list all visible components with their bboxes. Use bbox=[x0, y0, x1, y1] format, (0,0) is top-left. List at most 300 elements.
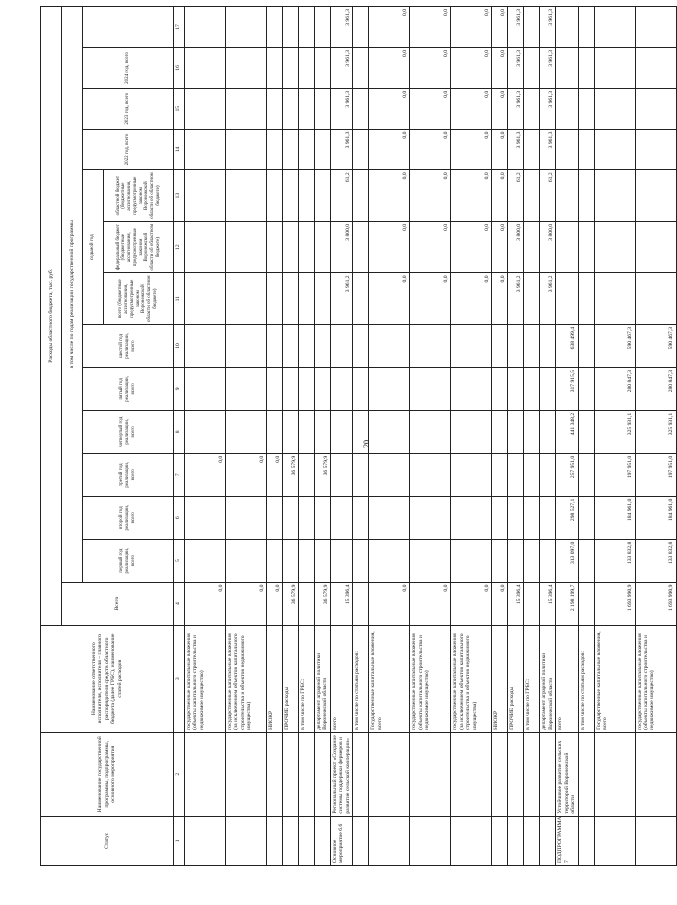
header-2022: 2022 год, всего bbox=[83, 129, 174, 170]
row-value: 3 961,2 bbox=[540, 273, 556, 325]
row-value: 0,0 bbox=[267, 453, 283, 496]
row-value bbox=[315, 47, 331, 88]
row-value: 0,0 bbox=[185, 453, 226, 496]
row-value bbox=[578, 367, 594, 410]
row-program-name bbox=[185, 732, 226, 816]
header-year-4: четвертый год реализации, всего bbox=[83, 410, 174, 453]
header-responsible: Наименование ответственного исполнителя, исполнителя – главного распорядителя средств областного бюджета (далее ГРБС), наименование статей расходов bbox=[41, 625, 174, 732]
row-value bbox=[226, 221, 267, 273]
row-status bbox=[594, 816, 635, 865]
row-value bbox=[315, 7, 331, 48]
row-value bbox=[226, 496, 267, 539]
row-value bbox=[185, 367, 226, 410]
row-value bbox=[524, 170, 540, 222]
header-year-6: шестой год реализации, всего bbox=[83, 324, 174, 367]
row-program-name bbox=[283, 732, 299, 816]
row-value bbox=[635, 273, 676, 325]
row-value: 36 579,9 bbox=[283, 453, 299, 496]
row-value: 3 800,0 bbox=[540, 221, 556, 273]
row-value bbox=[185, 410, 226, 453]
row-value: 2 198 199,7 bbox=[556, 582, 578, 625]
row-status bbox=[635, 816, 676, 865]
row-expense-item: Государственные капитальные вложения, всего bbox=[594, 625, 635, 732]
row-value bbox=[315, 410, 331, 453]
row-value: 3 961,3 bbox=[540, 7, 556, 48]
row-value bbox=[524, 410, 540, 453]
row-value bbox=[540, 324, 556, 367]
row-value bbox=[283, 496, 299, 539]
row-value bbox=[578, 47, 594, 88]
row-program-name bbox=[267, 732, 283, 816]
row-value bbox=[451, 324, 492, 367]
header-year-7-regional: областной бюджет (бюджетные ассигнования, предусмотренные законом Воронежской области об областном бюджете) bbox=[104, 170, 174, 222]
row-value bbox=[267, 88, 283, 129]
table-row bbox=[331, 7, 353, 866]
row-program-name bbox=[226, 732, 267, 816]
row-program-name bbox=[594, 732, 635, 816]
row-value: 3 961,2 bbox=[331, 273, 353, 325]
row-value bbox=[299, 453, 315, 496]
table-row bbox=[556, 7, 578, 866]
row-status bbox=[492, 816, 508, 865]
row-value bbox=[524, 539, 540, 582]
row-value bbox=[267, 129, 283, 170]
row-value bbox=[267, 221, 283, 273]
row-value bbox=[635, 129, 676, 170]
row-value bbox=[267, 324, 283, 367]
budget-table bbox=[40, 6, 677, 866]
row-value bbox=[594, 221, 635, 273]
row-value bbox=[524, 582, 540, 625]
row-value bbox=[635, 170, 676, 222]
row-program-name bbox=[410, 732, 451, 816]
header-year-7: седьмой год bbox=[83, 170, 104, 325]
row-expense-item: НИОКР bbox=[267, 625, 283, 732]
row-value: 313 097,0 bbox=[556, 539, 578, 582]
row-value bbox=[299, 7, 315, 48]
column-number: 8 bbox=[174, 410, 185, 453]
row-value: 590 467,3 bbox=[594, 324, 635, 367]
row-value bbox=[185, 7, 226, 48]
row-value: 0,0 bbox=[410, 129, 451, 170]
row-value bbox=[185, 88, 226, 129]
row-value: 197 951,0 bbox=[635, 453, 676, 496]
row-value bbox=[556, 170, 578, 222]
row-expense-item: в том числе по ГРБС: bbox=[299, 625, 315, 732]
row-value: 3 961,3 bbox=[540, 88, 556, 129]
table-row bbox=[594, 7, 635, 866]
row-value bbox=[524, 273, 540, 325]
row-value bbox=[353, 496, 369, 539]
row-value bbox=[594, 170, 635, 222]
row-value: 3 961,3 bbox=[331, 7, 353, 48]
row-value: 36 579,9 bbox=[283, 582, 299, 625]
header-year-7-total: всего (бюджетные ассигнования, предусмотренные законом Воронежской области об областном бюджете) bbox=[104, 273, 174, 325]
row-value bbox=[267, 367, 283, 410]
row-expense-item: государственные капитальные вложения (объекты капитального строительства и недвижимое имущество) bbox=[185, 625, 226, 732]
row-value: 0,0 bbox=[410, 221, 451, 273]
row-value bbox=[226, 7, 267, 48]
table-row bbox=[524, 7, 540, 866]
row-value bbox=[299, 539, 315, 582]
row-program-name bbox=[540, 732, 556, 816]
row-expense-item: ПРОЧИЕ расходы bbox=[283, 625, 299, 732]
row-expense-item: ПРОЧИЕ расходы bbox=[508, 625, 524, 732]
column-number: 10 bbox=[174, 324, 185, 367]
row-value: 0,0 bbox=[492, 170, 508, 222]
column-number: 3 bbox=[174, 625, 185, 732]
header-breakdown: в том числе по годам реализации государственной программы bbox=[62, 7, 83, 583]
table-body bbox=[185, 7, 677, 866]
row-value: 0,0 bbox=[492, 7, 508, 48]
row-program-name bbox=[315, 732, 331, 816]
row-value bbox=[353, 129, 369, 170]
row-value: 0,0 bbox=[451, 170, 492, 222]
row-program-name bbox=[369, 732, 410, 816]
row-value bbox=[578, 410, 594, 453]
row-value bbox=[185, 47, 226, 88]
column-number: 4 bbox=[174, 582, 185, 625]
column-number: 2 bbox=[174, 732, 185, 816]
row-value bbox=[315, 88, 331, 129]
row-value bbox=[267, 539, 283, 582]
row-value: 0,0 bbox=[492, 129, 508, 170]
row-expense-item: в том числе по статьям расходов: bbox=[353, 625, 369, 732]
row-value bbox=[331, 367, 353, 410]
row-value bbox=[353, 582, 369, 625]
row-value: 15 396,4 bbox=[540, 582, 556, 625]
column-number: 12 bbox=[174, 221, 185, 273]
table-row bbox=[226, 7, 267, 866]
row-value: 590 467,3 bbox=[635, 324, 676, 367]
row-value bbox=[283, 410, 299, 453]
row-value bbox=[283, 221, 299, 273]
row-value bbox=[635, 7, 676, 48]
row-value bbox=[267, 7, 283, 48]
table-row bbox=[315, 7, 331, 866]
row-value bbox=[369, 453, 410, 496]
table-row bbox=[540, 7, 556, 866]
row-value: 0,0 bbox=[451, 129, 492, 170]
row-value bbox=[283, 367, 299, 410]
row-value bbox=[578, 539, 594, 582]
row-value bbox=[299, 410, 315, 453]
row-value: 15 396,4 bbox=[331, 582, 353, 625]
row-value bbox=[508, 496, 524, 539]
row-value bbox=[492, 324, 508, 367]
row-value bbox=[410, 539, 451, 582]
row-value bbox=[556, 273, 578, 325]
table-row bbox=[508, 7, 524, 866]
row-value bbox=[331, 453, 353, 496]
row-value bbox=[451, 367, 492, 410]
row-value bbox=[594, 273, 635, 325]
row-value bbox=[315, 324, 331, 367]
row-value bbox=[451, 410, 492, 453]
row-value bbox=[353, 88, 369, 129]
row-value: 3 961,3 bbox=[508, 7, 524, 48]
row-expense-item: всего bbox=[556, 625, 578, 732]
row-status bbox=[508, 816, 524, 865]
row-value bbox=[283, 170, 299, 222]
row-value: 0,0 bbox=[267, 582, 283, 625]
row-value bbox=[353, 170, 369, 222]
row-program-name bbox=[524, 732, 540, 816]
row-value bbox=[556, 7, 578, 48]
table-row bbox=[578, 7, 594, 866]
row-value: 441 348,2 bbox=[556, 410, 578, 453]
row-value bbox=[524, 367, 540, 410]
row-value bbox=[283, 273, 299, 325]
row-value bbox=[524, 496, 540, 539]
column-number: 11 bbox=[174, 273, 185, 325]
row-value bbox=[283, 47, 299, 88]
row-value bbox=[185, 170, 226, 222]
row-value: 325 931,1 bbox=[635, 410, 676, 453]
row-program-name bbox=[508, 732, 524, 816]
row-expense-item: всего bbox=[331, 625, 353, 732]
row-program-name: Региональный проект «Создание системы поддержки фермеров и развитие сельской кооперации» bbox=[331, 732, 353, 816]
row-value: 197 951,0 bbox=[594, 453, 635, 496]
row-value bbox=[185, 324, 226, 367]
header-status: Статус bbox=[41, 816, 174, 865]
row-value bbox=[299, 367, 315, 410]
row-status bbox=[185, 816, 226, 865]
row-value: 0,0 bbox=[451, 88, 492, 129]
row-value bbox=[594, 129, 635, 170]
row-value bbox=[315, 129, 331, 170]
row-value: 0,0 bbox=[369, 221, 410, 273]
row-value bbox=[410, 453, 451, 496]
row-value: 3 800,0 bbox=[331, 221, 353, 273]
row-value bbox=[353, 221, 369, 273]
table-row bbox=[299, 7, 315, 866]
row-value: 0,0 bbox=[369, 129, 410, 170]
row-value bbox=[508, 367, 524, 410]
row-value: 3 961,3 bbox=[540, 129, 556, 170]
row-value bbox=[185, 221, 226, 273]
row-status bbox=[315, 816, 331, 865]
row-value bbox=[315, 539, 331, 582]
row-value: 0,0 bbox=[492, 221, 508, 273]
row-value bbox=[508, 453, 524, 496]
header-spending: Расходы областного бюджета, тыс. руб. bbox=[41, 7, 62, 626]
row-value bbox=[508, 410, 524, 453]
row-value bbox=[315, 170, 331, 222]
row-value bbox=[315, 221, 331, 273]
table-row bbox=[353, 7, 369, 866]
row-value: 0,0 bbox=[492, 88, 508, 129]
row-value bbox=[226, 88, 267, 129]
header-year-7-federal: федеральный бюджет (бюджетные ассигнования, предусмотренные законом Воронежской области об областном бюджете) bbox=[104, 221, 174, 273]
column-number: 7 bbox=[174, 453, 185, 496]
row-status bbox=[540, 816, 556, 865]
column-number: 17 bbox=[174, 7, 185, 48]
row-value: 0,0 bbox=[369, 170, 410, 222]
row-value bbox=[185, 129, 226, 170]
table-row bbox=[451, 7, 492, 866]
row-value bbox=[578, 324, 594, 367]
row-value bbox=[283, 88, 299, 129]
row-value: 1 693 990,9 bbox=[594, 582, 635, 625]
table-row bbox=[492, 7, 508, 866]
row-value: 0,0 bbox=[226, 582, 267, 625]
row-value bbox=[369, 410, 410, 453]
row-value bbox=[267, 273, 283, 325]
row-value bbox=[578, 170, 594, 222]
row-value bbox=[556, 47, 578, 88]
row-value bbox=[556, 88, 578, 129]
row-value bbox=[226, 539, 267, 582]
row-value bbox=[492, 539, 508, 582]
row-value: 0,0 bbox=[226, 453, 267, 496]
row-value bbox=[410, 410, 451, 453]
row-value bbox=[353, 410, 369, 453]
row-value bbox=[578, 129, 594, 170]
column-number: 14 bbox=[174, 129, 185, 170]
row-value: 325 931,1 bbox=[594, 410, 635, 453]
row-value bbox=[524, 453, 540, 496]
row-value bbox=[226, 273, 267, 325]
header-year-1: первый год реализации, всего bbox=[83, 539, 174, 582]
row-value bbox=[540, 453, 556, 496]
row-value: 0,0 bbox=[369, 273, 410, 325]
row-value bbox=[578, 273, 594, 325]
row-value bbox=[331, 324, 353, 367]
row-value: 3 961,3 bbox=[508, 129, 524, 170]
header-2024: 2024 год, всего bbox=[83, 47, 174, 88]
row-value: 0,0 bbox=[451, 582, 492, 625]
row-value bbox=[524, 47, 540, 88]
row-value bbox=[299, 324, 315, 367]
row-value bbox=[578, 7, 594, 48]
row-status bbox=[353, 816, 369, 865]
header-program-name: Наименование государственной программы, подпрограммы, основного мероприятия bbox=[41, 732, 174, 816]
row-value bbox=[299, 129, 315, 170]
row-value bbox=[410, 496, 451, 539]
row-value bbox=[299, 582, 315, 625]
column-number: 9 bbox=[174, 367, 185, 410]
row-value: 0,0 bbox=[369, 7, 410, 48]
row-expense-item: НИОКР bbox=[492, 625, 508, 732]
row-value bbox=[635, 88, 676, 129]
column-number: 16 bbox=[174, 47, 185, 88]
row-value: 0,0 bbox=[369, 47, 410, 88]
row-program-name bbox=[299, 732, 315, 816]
row-value: 0,0 bbox=[410, 47, 451, 88]
row-value bbox=[283, 324, 299, 367]
header-year-3: третий год реализации, всего bbox=[83, 453, 174, 496]
row-value bbox=[267, 170, 283, 222]
row-value: 280 847,3 bbox=[635, 367, 676, 410]
row-value bbox=[315, 367, 331, 410]
row-value: 0,0 bbox=[369, 582, 410, 625]
row-value bbox=[524, 221, 540, 273]
row-value bbox=[524, 7, 540, 48]
row-expense-item: в том числе по статьям расходов: bbox=[578, 625, 594, 732]
row-expense-item: департамент аграрной политики Воронежской области bbox=[315, 625, 331, 732]
row-value: 298 527,1 bbox=[556, 496, 578, 539]
row-value: 3 961,3 bbox=[331, 129, 353, 170]
row-value bbox=[508, 539, 524, 582]
row-value: 3 800,0 bbox=[508, 221, 524, 273]
row-expense-item: государственные капитальные вложения (за исключением объектов капитального строительства и объектов недвижимого имущества) bbox=[451, 625, 492, 732]
row-value: 3 961,3 bbox=[508, 47, 524, 88]
row-value bbox=[369, 539, 410, 582]
row-value: 184 961,0 bbox=[635, 496, 676, 539]
row-value bbox=[524, 324, 540, 367]
row-value bbox=[410, 324, 451, 367]
row-value: 0,0 bbox=[410, 273, 451, 325]
row-status bbox=[299, 816, 315, 865]
row-value: 0,0 bbox=[451, 273, 492, 325]
row-value bbox=[578, 453, 594, 496]
row-value bbox=[226, 170, 267, 222]
row-value: 257 951,0 bbox=[556, 453, 578, 496]
row-value: 15 396,4 bbox=[508, 582, 524, 625]
row-value bbox=[283, 539, 299, 582]
table-row bbox=[283, 7, 299, 866]
header-year-5: пятый год реализации, всего bbox=[83, 367, 174, 410]
row-value bbox=[578, 582, 594, 625]
row-value: 0,0 bbox=[369, 88, 410, 129]
row-value bbox=[492, 496, 508, 539]
row-value: 133 832,8 bbox=[594, 539, 635, 582]
row-value bbox=[353, 273, 369, 325]
column-number: 15 bbox=[174, 88, 185, 129]
row-value: 3 961,3 bbox=[331, 88, 353, 129]
row-value bbox=[578, 496, 594, 539]
page-number: 20 bbox=[362, 440, 371, 448]
row-status bbox=[267, 816, 283, 865]
row-value bbox=[226, 324, 267, 367]
row-value bbox=[226, 367, 267, 410]
row-value bbox=[267, 410, 283, 453]
row-value: 0,0 bbox=[185, 582, 226, 625]
row-value: 61,2 bbox=[508, 170, 524, 222]
row-value bbox=[451, 539, 492, 582]
row-value bbox=[451, 496, 492, 539]
row-value bbox=[299, 170, 315, 222]
row-value: 3 961,3 bbox=[508, 88, 524, 129]
row-value bbox=[226, 47, 267, 88]
row-value bbox=[556, 221, 578, 273]
row-value: 0,0 bbox=[451, 7, 492, 48]
row-value: 0,0 bbox=[451, 47, 492, 88]
row-program-name: Устойчивое развитие сельских территорий Воронежской области bbox=[556, 732, 578, 816]
row-expense-item: государственные капитальные вложения (за исключением объектов капитального строительства и объектов недвижимого имущества) bbox=[226, 625, 267, 732]
row-value bbox=[492, 410, 508, 453]
header-2023: 2023 год, всего bbox=[83, 88, 174, 129]
row-value bbox=[594, 7, 635, 48]
row-value bbox=[299, 88, 315, 129]
row-value bbox=[185, 539, 226, 582]
row-value bbox=[369, 367, 410, 410]
row-value: 0,0 bbox=[410, 7, 451, 48]
row-program-name bbox=[353, 732, 369, 816]
row-status bbox=[226, 816, 267, 865]
row-program-name bbox=[635, 732, 676, 816]
table-row bbox=[410, 7, 451, 866]
table-row bbox=[267, 7, 283, 866]
row-value: 0,0 bbox=[410, 170, 451, 222]
row-expense-item: департамент аграрной политики Воронежской области bbox=[540, 625, 556, 732]
row-value: 133 832,8 bbox=[635, 539, 676, 582]
row-value bbox=[410, 367, 451, 410]
column-number: 1 bbox=[174, 816, 185, 865]
row-value bbox=[226, 410, 267, 453]
row-value bbox=[540, 367, 556, 410]
